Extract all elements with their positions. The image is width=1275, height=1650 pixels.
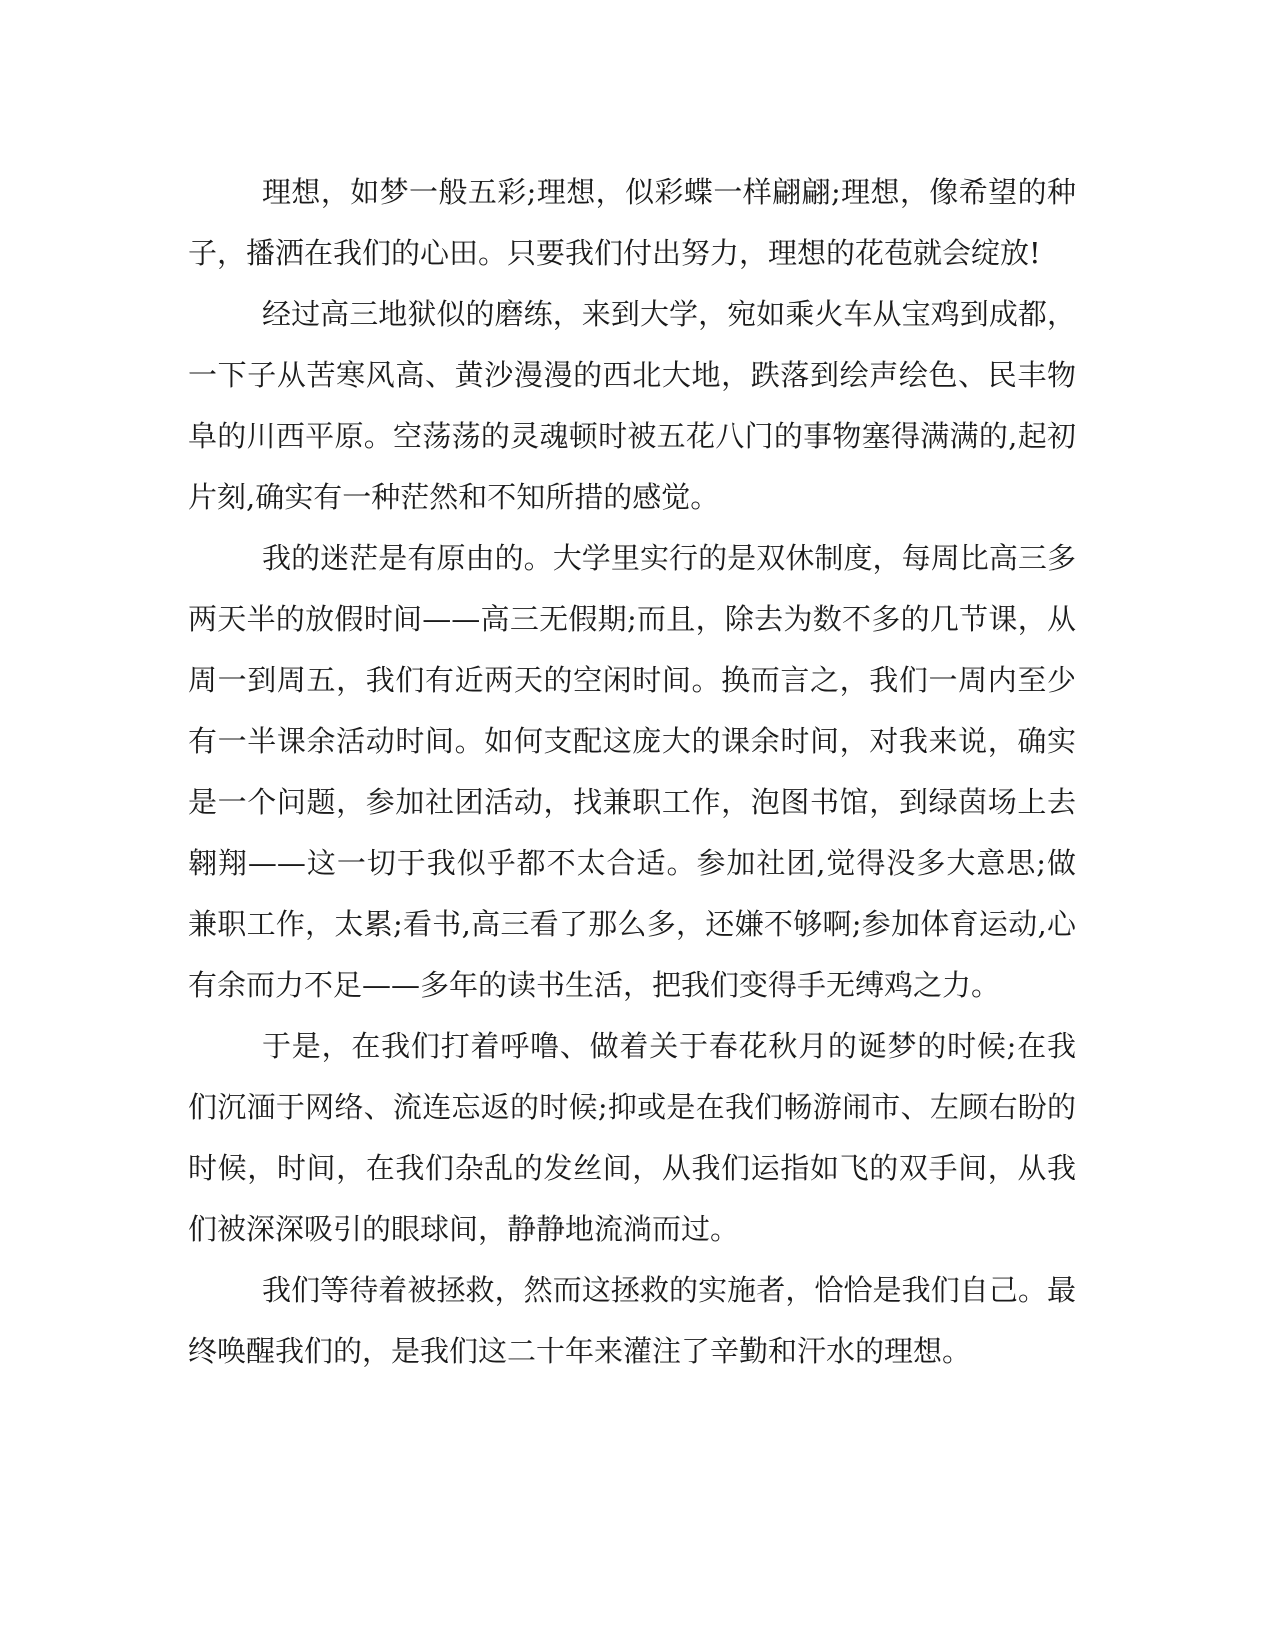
paragraph: 于是，在我们打着呼噜、做着关于春花秋月的诞梦的时候;在我们沉湎于网络、流连忘返的时候;抑或是在我们畅游闹市、左顾右盼的时候，时间，在我们杂乱的发丝间，从我们运指如飞的双手间，从我们被深深吸引的眼球间，静静地流淌而过。 bbox=[188, 1029, 1076, 1246]
paragraph: 我的迷茫是有原由的。大学里实行的是双休制度，每周比高三多两天半的放假时间——高三无假期;而且，除去为数不多的几节课，从周一到周五，我们有近两天的空闲时间。换而言之，我们一周内至少有一半课余活动时间。如何支配这庞大的课余时间，对我来说，确实是一个问题，参加社团活动，找兼职工作，泡图书馆，到绿茵场上去翱翔——这一切于我似乎都不太合适。参加社团,觉得没多大意思;做兼职工作，太累;看书,高三看了那么多，还嫌不够啊;参加体育运动,心有余而力不足——多年的读书生活，把我们变得手无缚鸡之力。 bbox=[188, 541, 1076, 1002]
paragraph: 经过高三地狱似的磨练，来到大学，宛如乘火车从宝鸡到成都，一下子从苦寒风高、黄沙漫漫的西北大地，跌落到绘声绘色、民丰物阜的川西平原。空荡荡的灵魂顿时被五花八门的事物塞得满满的,起初片刻,确实有一种茫然和不知所措的感觉。 bbox=[188, 297, 1076, 514]
document-body bbox=[188, 162, 1076, 1382]
paragraph: 我们等待着被拯救，然而这拯救的实施者，恰恰是我们自己。最终唤醒我们的，是我们这二十年来灌注了辛勤和汗水的理想。 bbox=[188, 1273, 1076, 1368]
paragraph: 理想，如梦一般五彩;理想，似彩蝶一样翩翩;理想，像希望的种子，播洒在我们的心田。只要我们付出努力，理想的花苞就会绽放! bbox=[188, 175, 1076, 270]
